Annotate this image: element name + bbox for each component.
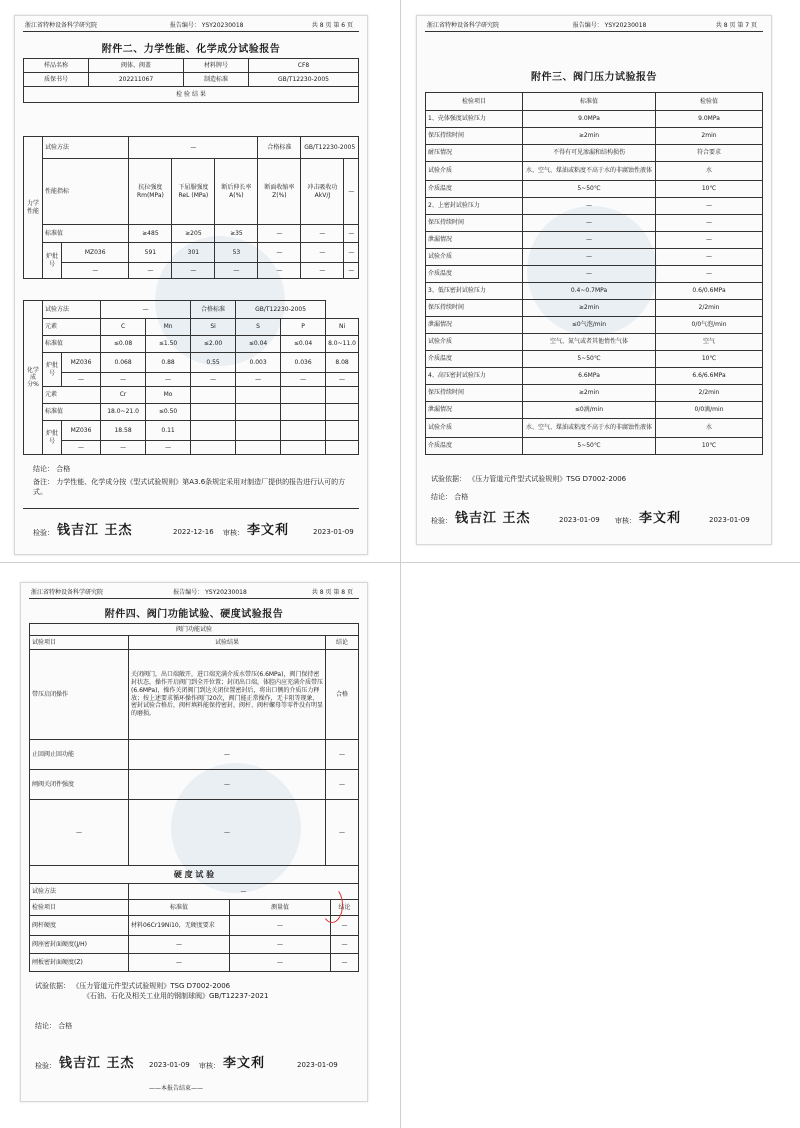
pressure-standard-12: ≤0气泡/min [523,317,656,334]
chem-heat-no: MZ036 [62,353,101,373]
org-name: 浙江省特种设备科学研究院 [25,22,98,29]
audit-label: 审核： [615,517,636,525]
mech-std-rm: ≥485 [129,225,172,243]
chem-elem-mo: Mo [146,387,191,404]
table-row [426,419,763,438]
vertical-divider [400,0,401,1128]
pressure-item-3: 试验介质 [426,162,523,181]
mfg-std-label: 制造标准 [184,73,249,87]
inspect-date: 2023-01-09 [559,516,600,524]
func-item-1: 止回阀止回功能 [30,740,129,770]
chem-empty-cell: — [101,373,146,387]
chem-method-label: 试验方法 [43,301,101,319]
table-row [426,368,763,385]
mech-pass-std-value: GB/T12230-2005 [301,137,359,159]
page-number: 共 8 页 第 8 页 [311,589,353,596]
page-title: 附件四、阀门功能试验、硬度试验报告 [104,609,284,620]
chem-pass-std-value: GB/T12230-2005 [236,301,326,319]
mech-std-label: 标准值 [43,225,129,243]
chem-empty-cell: — [326,373,359,387]
footer-rule [23,508,359,509]
audit-date: 2023-01-09 [709,516,750,524]
pressure-item-4: 介质温度 [426,181,523,198]
pressure-value-11: 2/2min [656,300,763,317]
hard-conclusion-0: — [331,916,359,936]
mechanical-table [23,136,359,279]
table-row [426,300,763,317]
table-row [426,162,763,181]
remark: 备注： 力学性能、化学成分按《型式试验规则》第A3.6条规定采用对制造厂提供的报告进行认可的方式。 [33,478,346,496]
chem-std-mo: ≤0.50 [146,404,191,421]
inspector-signature: 钱吉江 王杰 [57,523,133,538]
mech-val-rm: 591 [129,243,172,263]
mech-side-label: 力学性能 [24,137,43,279]
auditor-signature: 李文利 [639,511,682,526]
sample-info-table [23,58,359,103]
pressure-standard-3: 水、空气、煤油或粘度不高于水的非腐蚀性液体 [523,162,656,181]
mech-heat-label: 炉批号 [43,243,62,279]
table-row [426,181,763,198]
function-test-table [29,623,359,866]
col-header-standard: 标准值 [523,93,656,111]
pressure-standard-10: 0.4~0.7MPa [523,283,656,300]
chem-elem-label: 元素 [43,319,101,336]
chem-elem-cr: Cr [101,387,146,404]
pressure-standard-13: 空气、氮气或者其他惰性气体 [523,334,656,351]
pressure-item-8: 试验介质 [426,249,523,266]
pressure-value-2: 符合要求 [656,145,763,162]
test-basis-1: 试验依据： 《压力管道元件型式试验规则》TSG D7002-2006 [35,982,231,990]
org-name: 浙江省特种设备科学研究院 [31,589,104,596]
pressure-standard-1: ≥2min [523,128,656,145]
conclusion: 结论： 合格 [35,1022,73,1030]
chem-pass-std-label: 合格标准 [191,301,236,319]
mech-heat-no: MZ036 [62,243,129,263]
inspect-label: 检验： [33,529,54,537]
func-conclusion-1: — [326,740,359,770]
hard-std-0: 材料06Cr19Ni10，无硬度要求 [129,916,230,936]
pressure-standard-2: 不得有可见渗漏和结构损伤 [523,145,656,162]
table-row [426,438,763,455]
pressure-standard-9: — [523,266,656,283]
pressure-item-12: 泄漏情况 [426,317,523,334]
func-result-0: 关闭阀门，出口端敞开，进口端充满介质水带压(6.6MPa)，阀门保持密封状态，操作开启阀门到全开位置；封闭出口端，体腔内应充满介质带压(6.6MPa)，操作关闭阀门到达关闭位置密封后，将出口侧的介质压力释放；按上述要求循环操作阀门20次，阀门能正常操作，无卡阻等现象，密封试验合格后，阀杆填料能保持密封，阀杆、阀杆螺母等零件没有明显的磨损。 [129,650,326,740]
pressure-value-9: — [656,266,763,283]
chem-elem-p: P [281,319,326,336]
chem-empty-cell: — [62,373,101,387]
mech-std-z: — [258,225,301,243]
table-row [426,249,763,266]
material-value: CF8 [249,59,359,73]
table-row [426,232,763,249]
pressure-value-3: 水 [656,162,763,181]
horizontal-divider [0,562,800,563]
mech-std-a: ≥35 [215,225,258,243]
table-row [426,334,763,351]
mech-empty-cell: — [215,263,258,279]
mech-empty-cell: — [172,263,215,279]
report-page-6 [14,15,368,555]
audit-date: 2023-01-09 [313,528,354,536]
chem-elem-label-2: 元素 [43,387,101,404]
pressure-value-4: 10℃ [656,181,763,198]
hard-item-0: 阀杆硬度 [30,916,129,936]
mech-method-label: 试验方法 [43,137,129,159]
mech-empty-cell: — [344,263,359,279]
pressure-item-14: 介质温度 [426,351,523,368]
chem-val-ni: 8.08 [326,353,359,373]
page-title: 附件二、力学性能、化学成分试验报告 [101,44,281,55]
chem-std-ni: 8.0~11.0 [326,336,359,353]
auditor-signature: 李文利 [247,523,290,538]
func-item-3: — [30,800,129,866]
func-conclusion-2: — [326,770,359,800]
inspect-date: 2023-01-09 [149,1061,190,1069]
chem-elem-ni: Ni [326,319,359,336]
chem-std-s: ≤0.04 [236,336,281,353]
sample-name-value: 阀体、阀盖 [89,59,184,73]
end-note: ——本报告结束—— [149,1085,204,1092]
hard-std-1: — [129,936,230,954]
header-rule [29,598,359,599]
inspector-signature: 钱吉江 王杰 [455,511,531,526]
conclusion: 结论： 合格 [431,493,469,501]
hard-measured-0: — [230,916,331,936]
chem-empty-cell: — [146,373,191,387]
pressure-value-18: 水 [656,419,763,438]
pressure-value-10: 0.6/0.6MPa [656,283,763,300]
pressure-standard-7: — [523,232,656,249]
pressure-standard-14: 5~50℃ [523,351,656,368]
mech-val-rel: 301 [172,243,215,263]
chem-elem-c: C [101,319,146,336]
org-name: 浙江省特种设备科学研究院 [427,22,500,29]
report-number: 报告编号： YSY20230018 [572,22,647,29]
chem-heat-label: 炉批号 [43,353,62,387]
mech-std-extra: — [344,225,359,243]
pressure-item-9: 介质温度 [426,266,523,283]
chem-std-mn: ≤1.50 [146,336,191,353]
chem-empty-cell: — [62,441,101,455]
chem-heat-label-2: 炉批号 [43,421,62,455]
header-rule [23,31,359,32]
pressure-standard-11: ≥2min [523,300,656,317]
mech-col-a: 断后伸长率A(%) [215,159,258,225]
pressure-standard-8: — [523,249,656,266]
pressure-item-5: 2、上密封试验压力 [426,198,523,215]
pressure-value-8: — [656,249,763,266]
mech-method-value: — [129,137,258,159]
chem-val-s: 0.003 [236,353,281,373]
pressure-value-13: 空气 [656,334,763,351]
pressure-value-14: 10℃ [656,351,763,368]
table-row [426,317,763,334]
quality-no-label: 质保书号 [24,73,89,87]
chem-elem-mn: Mn [146,319,191,336]
chem-method-value: — [101,301,191,319]
audit-label: 审核： [223,529,244,537]
pressure-value-19: 10℃ [656,438,763,455]
chem-val-c: 0.068 [101,353,146,373]
mech-col-rel: 下屈服强度ReL (MPa) [172,159,215,225]
hard-col-item: 检验项目 [30,900,129,916]
pressure-item-7: 泄漏情况 [426,232,523,249]
audit-date: 2023-01-09 [297,1061,338,1069]
hard-measured-1: — [230,936,331,954]
hard-item-1: 阀座密封面硬度(J/H) [30,936,129,954]
col-header-value: 检验值 [656,93,763,111]
chem-elem-si: Si [191,319,236,336]
pressure-standard-5: — [523,198,656,215]
hard-item-2: 闸板密封面硬度(Z) [30,954,129,972]
chem-std-p: ≤0.04 [281,336,326,353]
table-row [426,385,763,402]
mech-index-label: 性能指标 [43,159,129,225]
mech-std-rel: ≥205 [172,225,215,243]
hard-col-std: 标准值 [129,900,230,916]
pressure-test-table [425,92,763,455]
table-row [426,266,763,283]
pressure-standard-15: 6.6MPa [523,368,656,385]
mech-val-akv: — [301,243,344,263]
mech-val-a: 53 [215,243,258,263]
mech-empty-cell: — [62,263,129,279]
material-label: 材料牌号 [184,59,249,73]
chem-std-label: 标准值 [43,336,101,353]
quality-no-value: 202211067 [89,73,184,87]
inspect-label: 检验： [35,1062,56,1070]
chem-empty-cell: — [191,373,236,387]
inspector-signature: 钱吉江 王杰 [59,1056,135,1071]
pressure-item-16: 保压持续时间 [426,385,523,402]
conclusion: 结论： 合格 [33,465,71,473]
hardness-test-table [29,865,359,972]
chem-val-p: 0.036 [281,353,326,373]
pressure-item-11: 保压持续时间 [426,300,523,317]
pressure-standard-16: ≥2min [523,385,656,402]
table-row [426,351,763,368]
func-result-3: — [129,800,326,866]
table-row [426,402,763,419]
pressure-value-1: 2min [656,128,763,145]
test-basis-2: 《石油、石化及相关工业用的钢制球阀》GB/T12237-2021 [83,992,269,1000]
function-test-heading: 阀门功能试验 [30,624,359,636]
chem-val-mn: 0.88 [146,353,191,373]
mech-std-akv: — [301,225,344,243]
inspect-label: 检验： [431,517,452,525]
chem-empty-cell: — [236,373,281,387]
pressure-value-7: — [656,232,763,249]
pressure-value-15: 6.6/6.6MPa [656,368,763,385]
report-number: 报告编号： YSY20230018 [173,589,247,596]
mech-pass-std-label: 合格标准 [258,137,301,159]
mech-empty-cell: — [258,263,301,279]
header-rule [425,31,763,32]
pressure-value-6: — [656,215,763,232]
func-col-item: 试验项目 [30,636,129,650]
chem-std-si: ≤2.00 [191,336,236,353]
pressure-item-2: 耐压情况 [426,145,523,162]
pressure-standard-4: 5~50℃ [523,181,656,198]
report-page-8 [20,582,368,1102]
pressure-item-17: 泄漏情况 [426,402,523,419]
table-row [426,111,763,128]
pressure-item-15: 4、高压密封试验压力 [426,368,523,385]
func-conclusion-0: 合格 [326,650,359,740]
pressure-item-13: 试验介质 [426,334,523,351]
hard-conclusion-1: — [331,936,359,954]
mfg-std-value: GB/T12230-2005 [249,73,359,87]
chem-std-cr: 18.0~21.0 [101,404,146,421]
chem-elem-s: S [236,319,281,336]
mech-col-z: 断面收缩率Z(%) [258,159,301,225]
pressure-value-12: 0/0气泡/min [656,317,763,334]
mech-col-akv: 冲击吸收功 AkV/J [301,159,344,225]
pressure-item-1: 保压持续时间 [426,128,523,145]
audit-label: 审核： [199,1062,220,1070]
mech-empty-cell: — [301,263,344,279]
func-result-2: — [129,770,326,800]
func-col-result: 试验结果 [129,636,326,650]
table-row [426,145,763,162]
pressure-item-19: 介质温度 [426,438,523,455]
page-number: 共 8 页 第 6 页 [311,22,353,29]
func-conclusion-3: — [326,800,359,866]
mech-col-extra: — [344,159,359,225]
mech-val-extra: — [344,243,359,263]
hard-measured-2: — [230,954,331,972]
hard-col-conclusion: 结论 [331,900,359,916]
chem-empty-cell: — [101,441,146,455]
table-row [426,198,763,215]
func-item-2: 闸阀关闭件强度 [30,770,129,800]
func-col-conclusion: 结论 [326,636,359,650]
chem-val-mo: 0.11 [146,421,191,441]
inspect-date: 2022-12-16 [173,528,214,536]
report-number: 报告编号： YSY20230018 [169,22,244,29]
chem-side-label: 化学成分% [24,301,43,455]
page-number: 共 8 页 第 7 页 [715,22,757,29]
table-row [426,128,763,145]
table-row [426,215,763,232]
chem-heat-no-2: MZ036 [62,421,101,441]
chem-val-cr: 18.58 [101,421,146,441]
hard-method-label: 试验方法 [30,884,129,900]
mech-val-z: — [258,243,301,263]
pressure-item-10: 3、低压密封试验压力 [426,283,523,300]
pressure-item-0: 1、壳体强度试验压力 [426,111,523,128]
pressure-value-17: 0/0滴/min [656,402,763,419]
chem-empty-cell: — [281,373,326,387]
hard-std-2: — [129,954,230,972]
mech-col-rm: 抗拉强度 Rm(MPa) [129,159,172,225]
pressure-item-6: 保压持续时间 [426,215,523,232]
pressure-standard-6: — [523,215,656,232]
page-title: 附件三、阀门压力试验报告 [531,72,657,83]
hard-method-value: — [129,884,359,900]
pressure-value-0: 9.0MPa [656,111,763,128]
test-basis: 试验依据： 《压力管道元件型式试验规则》TSG D7002-2006 [431,475,627,483]
red-stamp-mark [321,887,343,923]
table-row [426,283,763,300]
func-result-1: — [129,740,326,770]
auditor-signature: 李文利 [223,1056,266,1071]
chemical-table [23,300,359,455]
pressure-standard-18: 水、空气、煤油或粘度不高于水的非腐蚀性液体 [523,419,656,438]
report-page-7 [416,15,772,545]
mech-empty-cell: — [129,263,172,279]
pressure-value-16: 2/2min [656,385,763,402]
chem-std-label-2: 标准值 [43,404,101,421]
pressure-value-5: — [656,198,763,215]
pressure-item-18: 试验介质 [426,419,523,438]
results-heading: 检 验 结 果 [24,87,359,103]
hard-col-measured: 测量值 [230,900,331,916]
hard-conclusion-2: — [331,954,359,972]
chem-empty-cell: — [146,441,191,455]
func-item-0: 带压启闭操作 [30,650,129,740]
chem-val-si: 0.55 [191,353,236,373]
chem-std-c: ≤0.08 [101,336,146,353]
pressure-standard-17: ≤0滴/min [523,402,656,419]
col-header-item: 检验项目 [426,93,523,111]
hardness-test-heading: 硬 度 试 验 [30,866,359,884]
sample-name-label: 样品名称 [24,59,89,73]
pressure-standard-19: 5~50℃ [523,438,656,455]
pressure-standard-0: 9.0MPa [523,111,656,128]
